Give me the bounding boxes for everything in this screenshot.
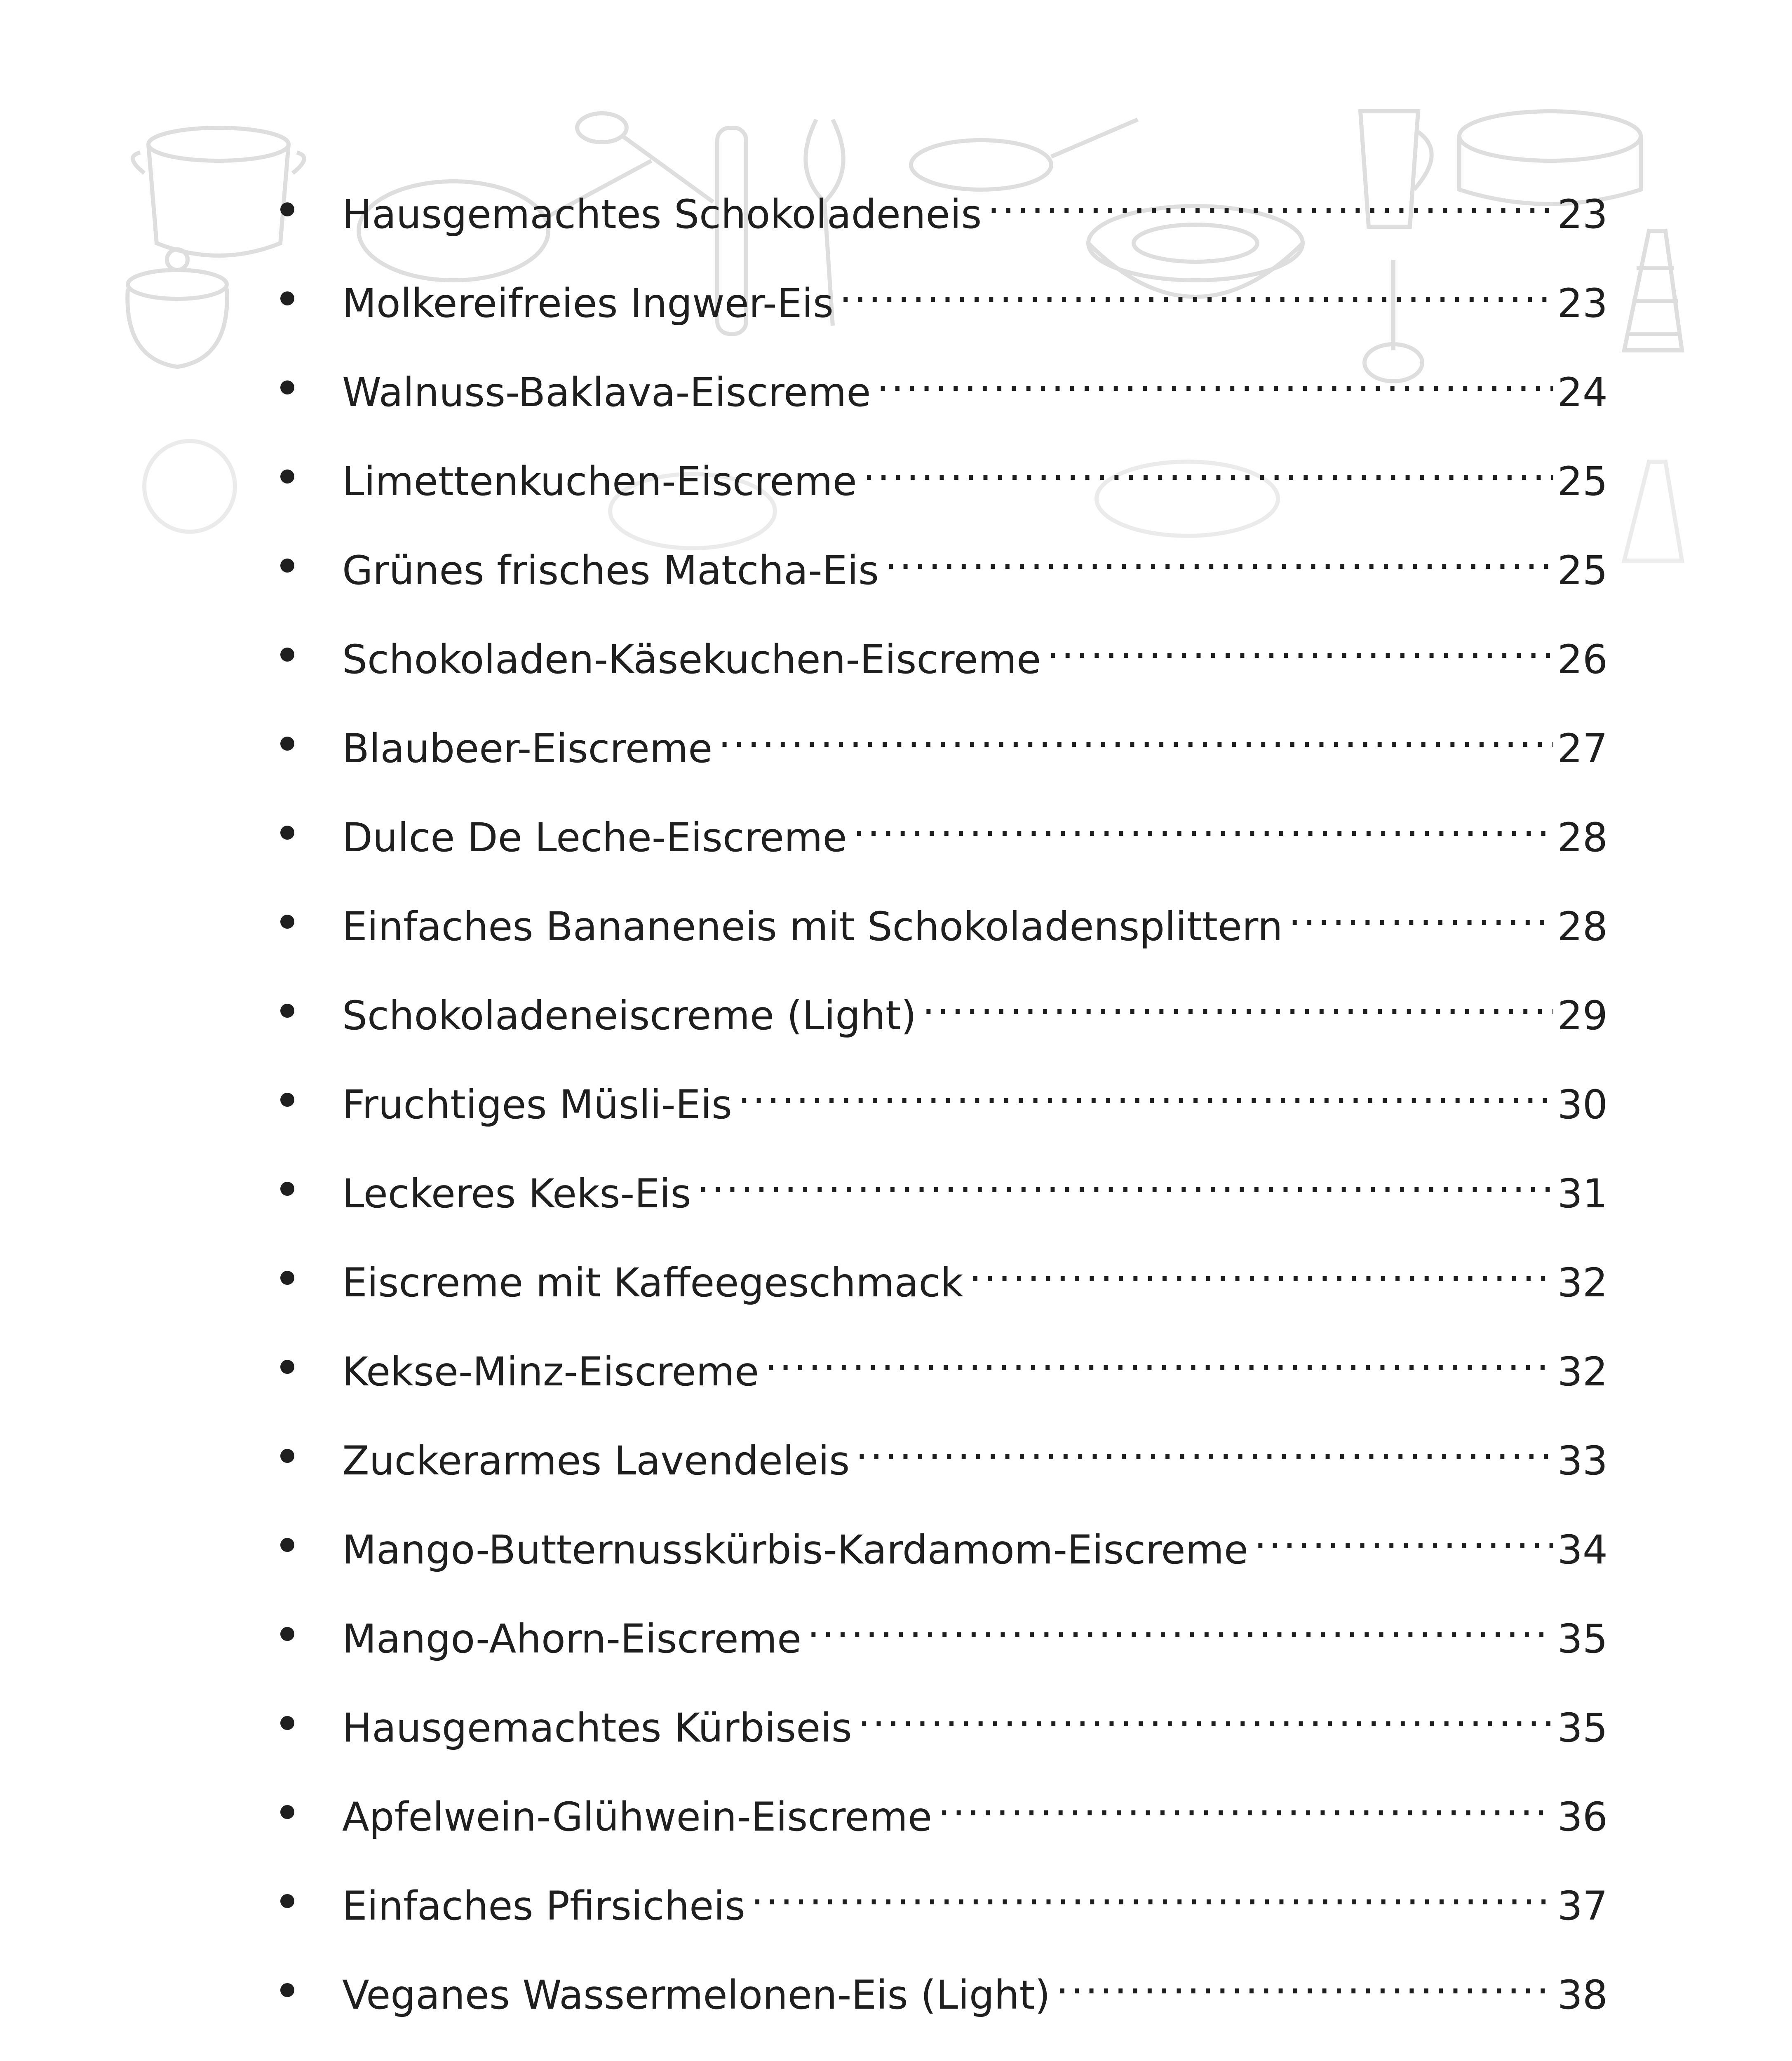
toc-entry-label: Schokoladeneiscreme (Light) (342, 993, 917, 1039)
toc-entry[interactable] (280, 966, 1608, 1055)
bullet-icon (280, 291, 294, 305)
bullet-icon (280, 202, 294, 216)
toc-entry[interactable] (280, 610, 1608, 699)
toc-entry[interactable] (280, 521, 1608, 610)
toc-entry-label: Schokoladen-Käsekuchen-Eiscreme (342, 636, 1041, 683)
toc-entry-page: 28 (1557, 904, 1608, 950)
toc-entry-page: 33 (1557, 1438, 1608, 1484)
toc-entry-label: Veganes Wassermelonen-Eis (Light) (342, 1972, 1050, 2018)
toc-entry-label: Hausgemachtes Schokoladeneis (342, 191, 982, 237)
toc-entry[interactable] (280, 877, 1608, 966)
toc-entry-page: 35 (1557, 1616, 1608, 1662)
toc-entry-page: 26 (1557, 636, 1608, 683)
bullet-icon (280, 737, 294, 751)
toc-entry[interactable] (280, 254, 1608, 343)
toc-entry[interactable] (280, 788, 1608, 877)
toc-entry-page: 38 (1557, 1972, 1608, 2018)
toc-section-heading[interactable] (280, 2035, 1608, 2061)
toc-entry[interactable] (280, 699, 1608, 788)
toc-entry[interactable] (280, 1411, 1608, 1500)
toc-entry-page: 28 (1557, 815, 1608, 861)
toc-entry-label: Einfaches Bananeneis mit Schokoladensplittern (342, 904, 1283, 950)
bullet-icon (280, 915, 294, 929)
toc-entry-label: Eiscreme mit Kaffeegeschmack (342, 1260, 963, 1306)
toc-entry-label: Kekse-Minz-Eiscreme (342, 1349, 759, 1395)
toc-entry-label: Hausgemachtes Kürbiseis (342, 1705, 852, 1751)
toc-entry[interactable] (280, 1055, 1608, 1144)
bullet-icon (280, 1538, 294, 1552)
toc-entry-label: Blaubeer-Eiscreme (342, 725, 713, 772)
toc-entry-label: Walnuss-Baklava-Eiscreme (342, 369, 871, 415)
toc-entry-label: Fruchtiges Müsli-Eis (342, 1082, 733, 1128)
bullet-icon (280, 1894, 294, 1908)
toc-entry[interactable] (280, 1144, 1608, 1233)
toc-entry[interactable] (280, 165, 1608, 254)
bullet-icon (280, 1360, 294, 1374)
toc-entry[interactable] (280, 1768, 1608, 1857)
toc-entry-label: Molkereifreies Ingwer-Eis (342, 280, 834, 326)
toc-entry-page: 27 (1557, 725, 1608, 772)
grater-icon (1624, 462, 1682, 561)
toc-entry[interactable] (280, 343, 1608, 432)
table-of-contents (280, 165, 1608, 2061)
toc-entry[interactable] (280, 1233, 1608, 1322)
toc-entry-page: 36 (1557, 1794, 1608, 1840)
toc-entry[interactable] (280, 1678, 1608, 1768)
cooking-pot-icon (133, 128, 304, 256)
toc-entry-page: 23 (1557, 280, 1608, 326)
toc-entry[interactable] (280, 1946, 1608, 2035)
cooking-pot-icon (127, 249, 227, 367)
bowl-icon (144, 441, 235, 532)
toc-entry-label: Limettenkuchen-Eiscreme (342, 458, 857, 505)
bullet-icon (280, 469, 294, 484)
bullet-icon (280, 380, 294, 394)
bullet-icon (280, 1004, 294, 1018)
toc-entry-page: 32 (1557, 1260, 1608, 1306)
bullet-icon (280, 559, 294, 573)
toc-entry-label: Grünes frisches Matcha-Eis (342, 547, 879, 594)
toc-entry-page: 37 (1557, 1883, 1608, 1929)
toc-entry-page: 25 (1557, 458, 1608, 505)
toc-entry[interactable] (280, 1322, 1608, 1411)
toc-entry-page: 31 (1557, 1171, 1608, 1217)
toc-entry-label: Dulce De Leche-Eiscreme (342, 815, 847, 861)
bullet-icon (280, 1093, 294, 1107)
bullet-icon (280, 1182, 294, 1196)
bullet-icon (280, 648, 294, 662)
toc-entry-label: Einfaches Pfirsicheis (342, 1883, 745, 1929)
toc-entry-page: 30 (1557, 1082, 1608, 1128)
grater-icon (1624, 231, 1682, 350)
bullet-icon (280, 1271, 294, 1285)
bullet-icon (280, 1716, 294, 1730)
toc-entry-page: 32 (1557, 1349, 1608, 1395)
toc-entry-page: 34 (1557, 1527, 1608, 1573)
toc-entry-page: 24 (1557, 369, 1608, 415)
toc-entry[interactable] (280, 1500, 1608, 1589)
toc-entry-page: 29 (1557, 993, 1608, 1039)
bullet-icon (280, 826, 294, 840)
toc-entry-label: Mango-Ahorn-Eiscreme (342, 1616, 802, 1662)
toc-entry-label: Zuckerarmes Lavendeleis (342, 1438, 850, 1484)
bullet-icon (280, 1983, 294, 1997)
toc-entry[interactable] (280, 1589, 1608, 1678)
toc-entry[interactable] (280, 432, 1608, 521)
toc-entry-page: 25 (1557, 547, 1608, 594)
toc-entry-page: 35 (1557, 1705, 1608, 1751)
toc-entry-label: Leckeres Keks-Eis (342, 1171, 691, 1217)
toc-entry[interactable] (280, 1857, 1608, 1946)
toc-entry-label: Apfelwein-Glühwein-Eiscreme (342, 1794, 932, 1840)
toc-entry-page: 23 (1557, 191, 1608, 237)
bullet-icon (280, 1627, 294, 1641)
toc-entry-label: Mango-Butternusskürbis-Kardamom-Eiscreme (342, 1527, 1249, 1573)
bullet-icon (280, 1449, 294, 1463)
bullet-icon (280, 1805, 294, 1819)
